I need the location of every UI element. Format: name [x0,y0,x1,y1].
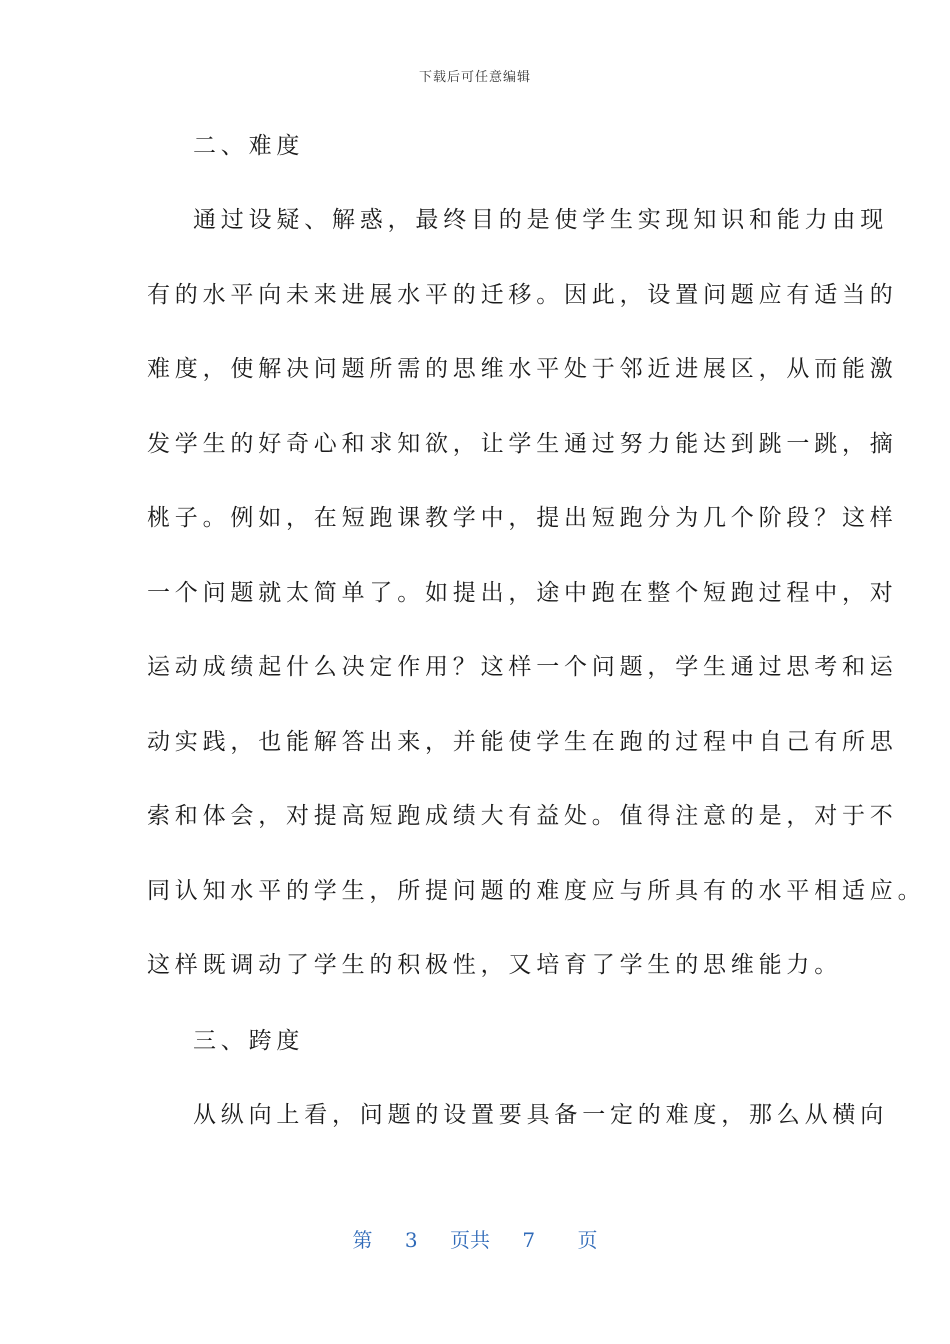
paragraph-line: 索和体会，对提高短跑成绩大有益处。值得注意的是，对于不 [147,803,898,829]
paragraph-line: 桃子。例如，在短跑课教学中，提出短跑分为几个阶段？这样 [147,505,898,531]
paragraph-line: 动实践，也能解答出来，并能使学生在跑的过程中自己有所思 [147,729,898,755]
paragraph-line: 这样既调动了学生的积极性，又培育了学生的思维能力。 [147,952,842,978]
paragraph-line: 一个问题就太简单了。如提出，途中跑在整个短跑过程中，对 [147,580,898,606]
paragraph-line: 通过设疑、解惑，最终目的是使学生实现知识和能力由现 [193,207,888,233]
paragraph-line: 运动成绩起什么决定作用？这样一个问题，学生通过思考和运 [147,654,898,680]
footer-suffix: 页 [577,1228,598,1252]
total-pages-number: 7 [522,1228,536,1252]
section-heading-span: 三、跨度 [193,1028,305,1054]
footer-prefix: 第 [352,1228,373,1252]
current-page-number: 3 [404,1228,418,1252]
paragraph-line: 难度，使解决问题所需的思维水平处于邻近进展区，从而能激 [147,356,898,382]
page-footer [0,1224,950,1253]
paragraph-line: 发学生的好奇心和求知欲，让学生通过努力能达到跳一跳，摘 [147,431,898,457]
section-heading-difficulty: 二、难度 [193,133,305,159]
paragraph-line: 同认知水平的学生，所提问题的难度应与所具有的水平相适应。 [147,878,926,904]
page-header: 下载后可任意编辑 [418,70,531,85]
paragraph-line: 有的水平向未来进展水平的迁移。因此，设置问题应有适当的 [147,282,898,308]
paragraph-line: 从纵向上看，问题的设置要具备一定的难度，那么从横向 [193,1102,888,1128]
footer-middle: 页共 [450,1228,490,1252]
